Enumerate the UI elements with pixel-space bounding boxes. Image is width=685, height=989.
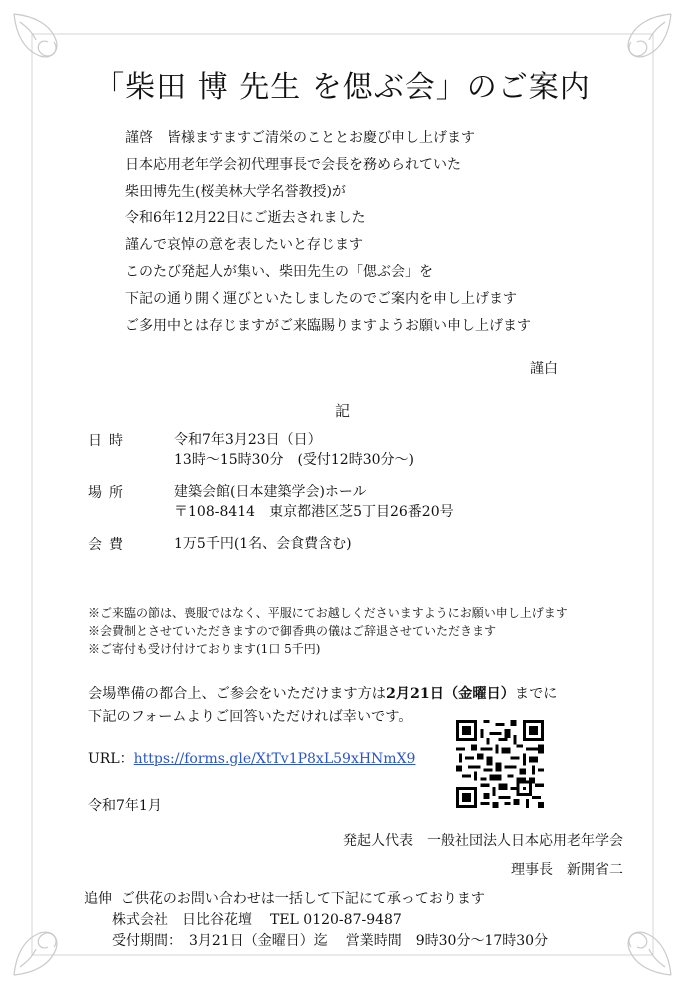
closing-word: 謹白	[530, 361, 558, 377]
form-link[interactable]: https://forms.gle/XtTv1P8xL59xHNmX9	[133, 751, 416, 767]
note-line: ※ご寄付も受け付けております(1口 5千円)	[88, 642, 321, 656]
sender-organization: 発起人代表 一般社団法人日本応用老年学会	[343, 833, 623, 849]
rsvp-text: 下記のフォームよりご回答いただければ幸いです。	[88, 709, 413, 725]
issue-date: 令和7年1月	[88, 798, 162, 814]
qr-code	[456, 720, 544, 808]
postscript-text: ご供花のお問い合わせは一括して下記にて承っております	[120, 891, 485, 907]
body-line: 下記の通り開く運びといたしましたのでご案内を申し上げます	[125, 290, 517, 307]
body-line: 令和6年12月22日にご逝去されました	[125, 210, 366, 227]
detail-label: 場所	[88, 485, 130, 501]
event-details	[88, 430, 454, 566]
body-line: このたび発起人が集い、柴田先生の「偲ぶ会」を	[125, 263, 433, 280]
detail-value: 〒108-8414 東京都港区芝5丁目26番20号	[174, 504, 454, 520]
detail-label: 会費	[88, 537, 130, 553]
rsvp-deadline: 2月21日（金曜日）	[385, 686, 515, 702]
url-label: URL：	[88, 751, 134, 767]
page-title: 「柴田 博 先生 を偲ぶ会」のご案内	[94, 70, 591, 105]
greeting-body	[125, 125, 531, 339]
detail-value: 令和7年3月23日（日）	[174, 432, 322, 448]
detail-row-venue	[88, 482, 454, 522]
detail-row-fee	[88, 534, 454, 554]
detail-row-datetime	[88, 430, 454, 470]
body-line: 謹んで哀悼の意を表したいと存じます	[125, 237, 363, 254]
body-line: 日本応用老年学会初代理事長で会長を務められていた	[125, 156, 461, 173]
postscript	[84, 889, 548, 952]
rsvp-text: 会場準備の都合上、ご参会をいただけます方は	[88, 686, 386, 702]
detail-value: 建築会館(日本建築学会)ホール	[174, 484, 367, 500]
business-hours: 営業時間 9時30分～17時30分	[345, 933, 549, 949]
florist-name: 株式会社 日比谷花壇	[112, 912, 252, 928]
florist-phone: TEL 0120-87-9487	[270, 912, 402, 928]
note-line: ※会費制とさせていただきますので御香典の儀はご辞退させていただきます	[88, 624, 497, 638]
detail-label: 日時	[88, 433, 130, 449]
body-line: ご多用中とは存じますがご来臨賜りますようお願い申し上げます	[125, 317, 531, 334]
body-line: 柴田博先生(桜美林大学名誉教授)が	[125, 183, 346, 200]
ki-heading: 記	[334, 402, 350, 420]
sender-name: 理事長 新開省二	[511, 862, 623, 878]
detail-value: 13時～15時30分 (受付12時30分～)	[174, 452, 414, 468]
notes	[88, 604, 568, 658]
note-line: ※ご来臨の節は、喪服ではなく、平服にてお越しくださいますようにお願い申し上げます	[88, 606, 568, 620]
reception-period: 受付期間： 3月21日（金曜日）迄	[112, 933, 328, 949]
postscript-label: 追伸	[84, 891, 112, 907]
rsvp-text: までに	[514, 686, 558, 702]
detail-value: 1万5千円(1名、会食費含む)	[174, 536, 352, 552]
body-line: 謹啓 皆様ますますご清栄のこととお慶び申し上げます	[125, 130, 475, 146]
url-line	[88, 748, 415, 768]
